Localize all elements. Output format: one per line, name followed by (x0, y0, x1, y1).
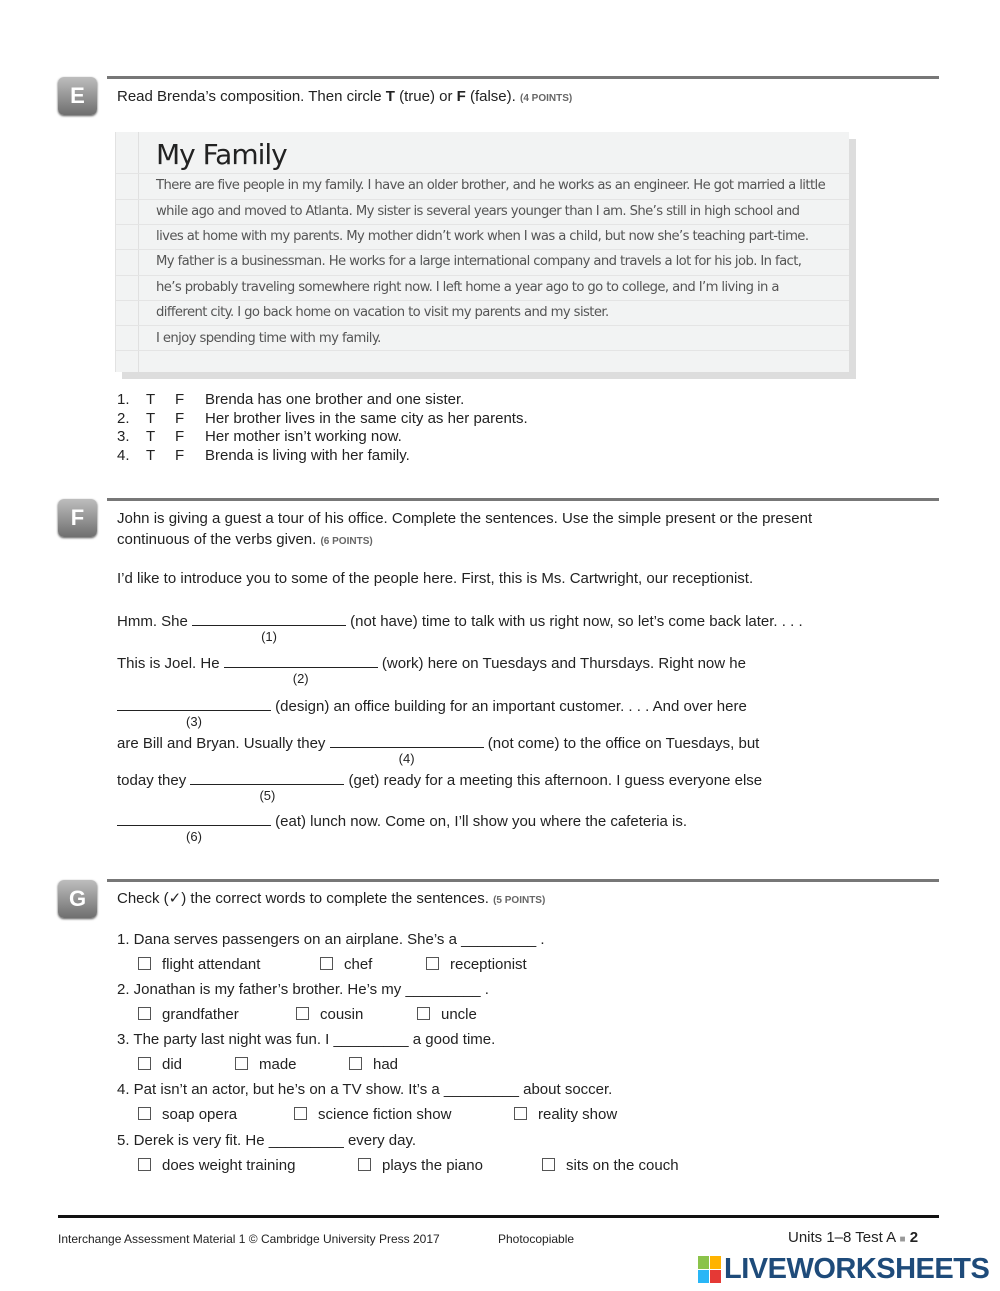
false-option[interactable]: F (175, 428, 185, 445)
option[interactable] (542, 1157, 679, 1174)
composition-line: lives at home with my parents. My mother didn’t work when I was a child, but now she’s teaching part-time. (156, 229, 809, 244)
sentence: today they (5) (get) ready for a meeting this afternoon. I guess everyone else (117, 772, 763, 803)
option[interactable] (138, 956, 260, 973)
liveworksheets-logo: LIVEWORKSHEETS (698, 1253, 989, 1286)
blank-3[interactable]: (3) (117, 696, 271, 711)
blank-5[interactable]: (5) (190, 770, 344, 785)
checkbox[interactable] (542, 1158, 555, 1171)
option-label: reality show (538, 1106, 618, 1123)
option-label: science fiction show (318, 1106, 452, 1123)
sentence: are Bill and Bryan. Usually they (4) (not come) to the office on Tuesdays, but (117, 735, 760, 766)
footer-rule (58, 1215, 939, 1218)
option-label: receptionist (450, 956, 527, 973)
section-f-instructions: continuous of the verbs given. (6 POINTS) (117, 531, 373, 548)
option[interactable] (138, 1157, 295, 1174)
blank-1[interactable]: (1) (192, 611, 346, 626)
checkbox[interactable] (138, 1107, 151, 1120)
checkbox[interactable] (417, 1007, 430, 1020)
section-badge-g: G (58, 880, 97, 918)
section-divider (107, 498, 939, 501)
section-divider (107, 879, 939, 882)
option-label: plays the piano (382, 1157, 483, 1174)
option[interactable] (138, 1056, 182, 1073)
copyright: Interchange Assessment Material 1 © Cambridge University Press 2017 (58, 1232, 440, 1246)
false-option[interactable]: F (175, 410, 185, 427)
option[interactable] (235, 1056, 297, 1073)
option-label: made (259, 1056, 297, 1073)
blank-6[interactable]: (6) (117, 811, 271, 826)
question: 3. The party last night was fun. I _________ a good time. (117, 1031, 496, 1048)
intro-text: I’d like to introduce you to some of the people here. First, this is Ms. Cartwright, our receptionist. (117, 570, 754, 587)
composition-line: There are five people in my family. I have an older brother, and he works as an engineer. He got married a little (156, 178, 826, 193)
section-e-instructions: Read Brenda’s composition. Then circle T (true) or F (false). (4 POINTS) (117, 88, 573, 105)
option-label: does weight training (162, 1157, 296, 1174)
true-option[interactable]: T (146, 391, 156, 408)
option[interactable] (294, 1106, 451, 1123)
option[interactable] (138, 1106, 237, 1123)
worksheet-page: E Read Brenda’s composition. Then circle T (true) or F (false). (4 POINTS) My Family There are five people in my family. I have an older brother, and he works as an engineer. He got married a little while ago and moved to Atlanta. My sister is several years younger than I am. She’s still in high school and lives at home with my parents. My mother didn’t work when I was a child, but now she’s teaching part-time. My father is a businessman. He works for a large international company and travels a lot for his job. In fact, he’s probably traveling somewhere right now. I left home a year ago to go to college, and I’m living in a different city. I go back home on vacation to visit my parents and my sister. I enjoy spending time with my family. 1. T F Brenda has one brother and one sister. 2. T F Her brother lives in the same city as her parents. 3. T F Her mother isn’t working now. 4. T F Brenda is living with her family. F John is giving a guest a tour of his office. Complete the sentences. Use the simple present or the present continuous of the verbs given. (6 POINTS) I’d like to introduce you to some of the people here. First, this is Ms. Cartwright, our receptionist. Hmm. She (1) (not have) time to talk with us right now, so let’s come back later. . . . This is Joel. He (2) (work) here on Tuesdays and Thursdays. Right now he (3) (design) an office building for an important customer. . . . And over here are Bill and Bryan. Usually they (4) (not come) to the office on Tuesdays, but today they (5) (get) ready for a meeting this afternoon. I guess everyone else (6) (eat) lunch now. Come on, I’ll show you where the cafeteria is. G Check (✓) the correct words to complete the sentences. (5 POINTS) 1. Dana serves passengers on an airplane. She’s a _________ . flight attendant chef receptionist 2. Jonathan is my father’s brother. He’s my _________ . grandfather cousin uncle 3. The party last night was fun. I _________ a good time. did made had 4. Pat isn’t an actor, but he’s on a TV show. It’s a _________ about soccer. soap opera science fiction show reality show 5. Derek is very fit. He _________ every day. does weight training plays the piano sits on the couch Interchange Assessment Material 1 © Cambridge University Press 2017 Photocopiable Units 1–8 Test A ■ 2 LIVEWORKSHEETS (0, 0, 1000, 1291)
composition-line: he’s probably traveling somewhere right now. I left home a year ago to go to college, and I’m living in a (156, 280, 779, 295)
composition-box (115, 132, 849, 372)
section-f-instructions: John is giving a guest a tour of his office. Complete the sentences. Use the simple present or the present (117, 510, 813, 527)
question: 2. Jonathan is my father’s brother. He’s my _________ . (117, 981, 489, 998)
option[interactable] (417, 1006, 477, 1023)
composition-line: My father is a businessman. He works for a large international company and travels a lot for his job. In fact, (156, 254, 802, 269)
option-label: uncle (441, 1006, 477, 1023)
composition-title: My Family (156, 138, 287, 171)
option-label: sits on the couch (566, 1157, 679, 1174)
question: 5. Derek is very fit. He _________ every day. (117, 1132, 417, 1149)
blank-2[interactable]: (2) (224, 653, 378, 668)
option[interactable] (138, 1006, 239, 1023)
option[interactable] (514, 1106, 617, 1123)
option-label: soap opera (162, 1106, 238, 1123)
option[interactable] (426, 956, 527, 973)
logo-mark-icon (698, 1256, 721, 1283)
option[interactable] (320, 956, 372, 973)
true-option[interactable]: T (146, 428, 156, 445)
question: 1. Dana serves passengers on an airplane. She’s a _________ . (117, 931, 545, 948)
true-option[interactable]: T (146, 410, 156, 427)
false-option[interactable]: F (175, 447, 185, 464)
checkbox[interactable] (296, 1007, 309, 1020)
false-option[interactable]: F (175, 391, 185, 408)
checkbox[interactable] (138, 1158, 151, 1171)
option-label: grandfather (162, 1006, 239, 1023)
option-label: flight attendant (162, 956, 261, 973)
checkbox[interactable] (235, 1057, 248, 1070)
question: 4. Pat isn’t an actor, but he’s on a TV show. It’s a _________ about soccer. (117, 1081, 613, 1098)
section-g-instructions: Check (✓) the correct words to complete the sentences. (5 POINTS) (117, 890, 546, 907)
true-option[interactable]: T (146, 447, 156, 464)
sentence: (3) (design) an office building for an important customer. . . . And over here (117, 696, 747, 715)
checkbox[interactable] (320, 957, 333, 970)
sentence: This is Joel. He (2) (work) here on Tuesdays and Thursdays. Right now he (117, 655, 746, 686)
checkbox[interactable] (138, 1057, 151, 1070)
option[interactable] (296, 1006, 363, 1023)
section-badge-f: F (58, 499, 97, 537)
sentence: (6) (eat) lunch now. Come on, I’ll show you where the cafeteria is. (117, 811, 687, 830)
checkbox[interactable] (138, 1007, 151, 1020)
option-label: had (373, 1056, 399, 1073)
sentence: Hmm. She (1) (not have) time to talk with us right now, so let’s come back later. . . . (117, 613, 803, 644)
option-label: did (162, 1056, 183, 1073)
checkbox[interactable] (358, 1158, 371, 1171)
section-divider (107, 76, 939, 79)
option[interactable] (349, 1056, 398, 1073)
section-badge-e: E (58, 77, 97, 115)
checkbox[interactable] (294, 1107, 307, 1120)
composition-line: I enjoy spending time with my family. (156, 331, 381, 346)
checkbox[interactable] (349, 1057, 362, 1070)
option-label: chef (344, 956, 373, 973)
composition-line: different city. I go back home on vacation to visit my parents and my sister. (156, 305, 609, 320)
photocopiable: Photocopiable (498, 1232, 575, 1246)
composition-line: while ago and moved to Atlanta. My sister is several years younger than I am. She’s still in high school and (156, 204, 800, 219)
checkbox[interactable] (138, 957, 151, 970)
option-label: cousin (320, 1006, 364, 1023)
option[interactable] (358, 1157, 483, 1174)
checkbox[interactable] (426, 957, 439, 970)
test-label: Units 1–8 Test A ■ 2 (788, 1229, 919, 1246)
blank-4[interactable]: (4) (330, 733, 484, 748)
checkbox[interactable] (514, 1107, 527, 1120)
